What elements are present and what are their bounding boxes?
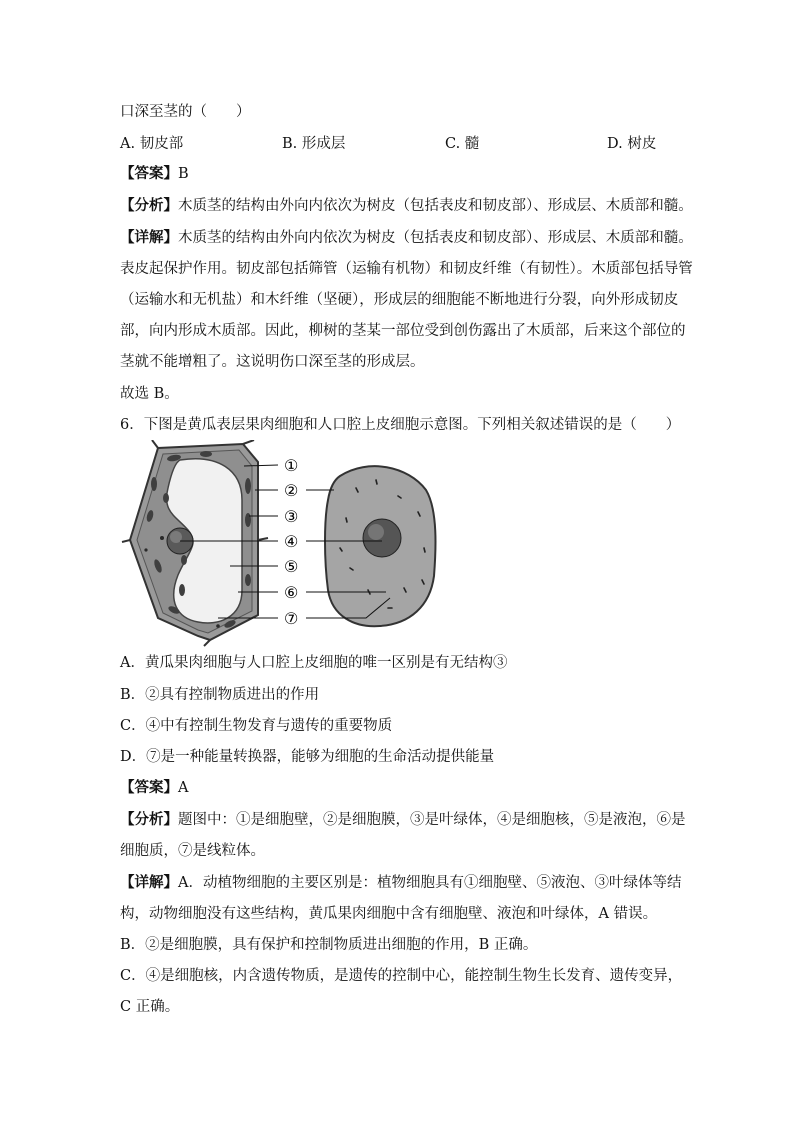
detail-text: 木质茎的结构由外向内依次为树皮（包括表皮和韧皮部）、形成层、木质部和髓。 (178, 230, 693, 246)
q6-detail-line: C 正确。 (120, 999, 180, 1015)
label-3: ③ (284, 507, 299, 526)
q6-detail-line (120, 873, 681, 893)
q5-detail-line: 表皮起保护作用。韧皮部包括筛管（运输有机物）和韧皮纤维（有韧性）。木质部包括导管 (120, 261, 693, 277)
detail-tag: 【详解】 (120, 229, 178, 246)
q6-answer (120, 778, 188, 798)
q5-option-d: D. 树皮 (607, 136, 657, 152)
q5-detail-line: 茎就不能增粗了。这说明伤口深至茎的形成层。 (120, 354, 425, 370)
q5-answer (120, 164, 189, 184)
q5-analysis (120, 196, 693, 216)
q5-detail-line: 部，向内形成木质部。因此，柳树的茎某一部位受到创伤露出了木质部，后来这个部位的 (120, 323, 686, 339)
analysis-tag: 【分析】 (120, 197, 178, 214)
analysis-text: 题图中：①是细胞壁，②是细胞膜，③是叶绿体，④是细胞核，⑤是液泡，⑥是 (178, 812, 686, 828)
q5-detail-line (120, 228, 693, 248)
analysis-tag: 【分析】 (120, 811, 178, 828)
detail-tag: 【详解】 (120, 874, 178, 891)
q6-detail-line: C．④是细胞核，内含遗传物质，是遗传的控制中心，能控制生物生长发育、遗传变异， (120, 968, 683, 984)
answer-tag: 【答案】 (120, 779, 178, 796)
q5-stem-tail: 口深至茎的（ ） (120, 104, 251, 120)
q5-detail-line: （运输水和无机盐）和木纤维（坚硬），形成层的细胞能不断地进行分裂，向外形成韧皮 (120, 292, 679, 308)
q6-analysis-line: 细胞质，⑦是线粒体。 (120, 843, 265, 859)
q6-stem: 6．下图是黄瓜表层果肉细胞和人口腔上皮细胞示意图。下列相关叙述错误的是（ ） (120, 417, 681, 433)
analysis-text: 木质茎的结构由外向内依次为树皮（包括表皮和韧皮部）、形成层、木质部和髓。 (178, 198, 693, 214)
answer-value: A (178, 780, 189, 796)
answer-tag: 【答案】 (120, 165, 178, 182)
q6-detail-line: 构，动物细胞没有这些结构，黄瓜果肉细胞中含有细胞壁、液泡和叶绿体，A 错误。 (120, 906, 658, 922)
q6-option-d: D．⑦是一种能量转换器，能够为细胞的生命活动提供能量 (120, 749, 495, 765)
q6-option-a: A．黄瓜果肉细胞与人口腔上皮细胞的唯一区别是有无结构③ (120, 655, 508, 671)
q5-option-b: B. 形成层 (282, 136, 346, 152)
q5-option-a: A. 韧皮部 (120, 136, 184, 152)
answer-value: B (178, 166, 189, 182)
q6-option-b: B．②具有控制物质进出的作用 (120, 687, 320, 703)
q6-option-c: C．④中有控制生物发育与遗传的重要物质 (120, 718, 393, 734)
detail-text: A．动植物细胞的主要区别是：植物细胞具有①细胞壁、⑤液泡、③叶绿体等结 (178, 875, 682, 891)
label-7: ⑦ (284, 609, 299, 628)
label-1: ① (284, 456, 299, 475)
label-5: ⑤ (284, 557, 299, 576)
animal-nucleus (363, 519, 401, 557)
label-6: ⑥ (284, 583, 299, 602)
cell-diagram (118, 440, 448, 648)
q5-conclusion: 故选 B。 (120, 386, 179, 402)
q6-detail-line: B．②是细胞膜，具有保护和控制物质进出细胞的作用，B 正确。 (120, 937, 538, 953)
q5-option-c: C. 髓 (445, 136, 480, 152)
label-4: ④ (284, 532, 299, 551)
q6-analysis (120, 810, 686, 830)
label-2: ② (284, 481, 299, 500)
